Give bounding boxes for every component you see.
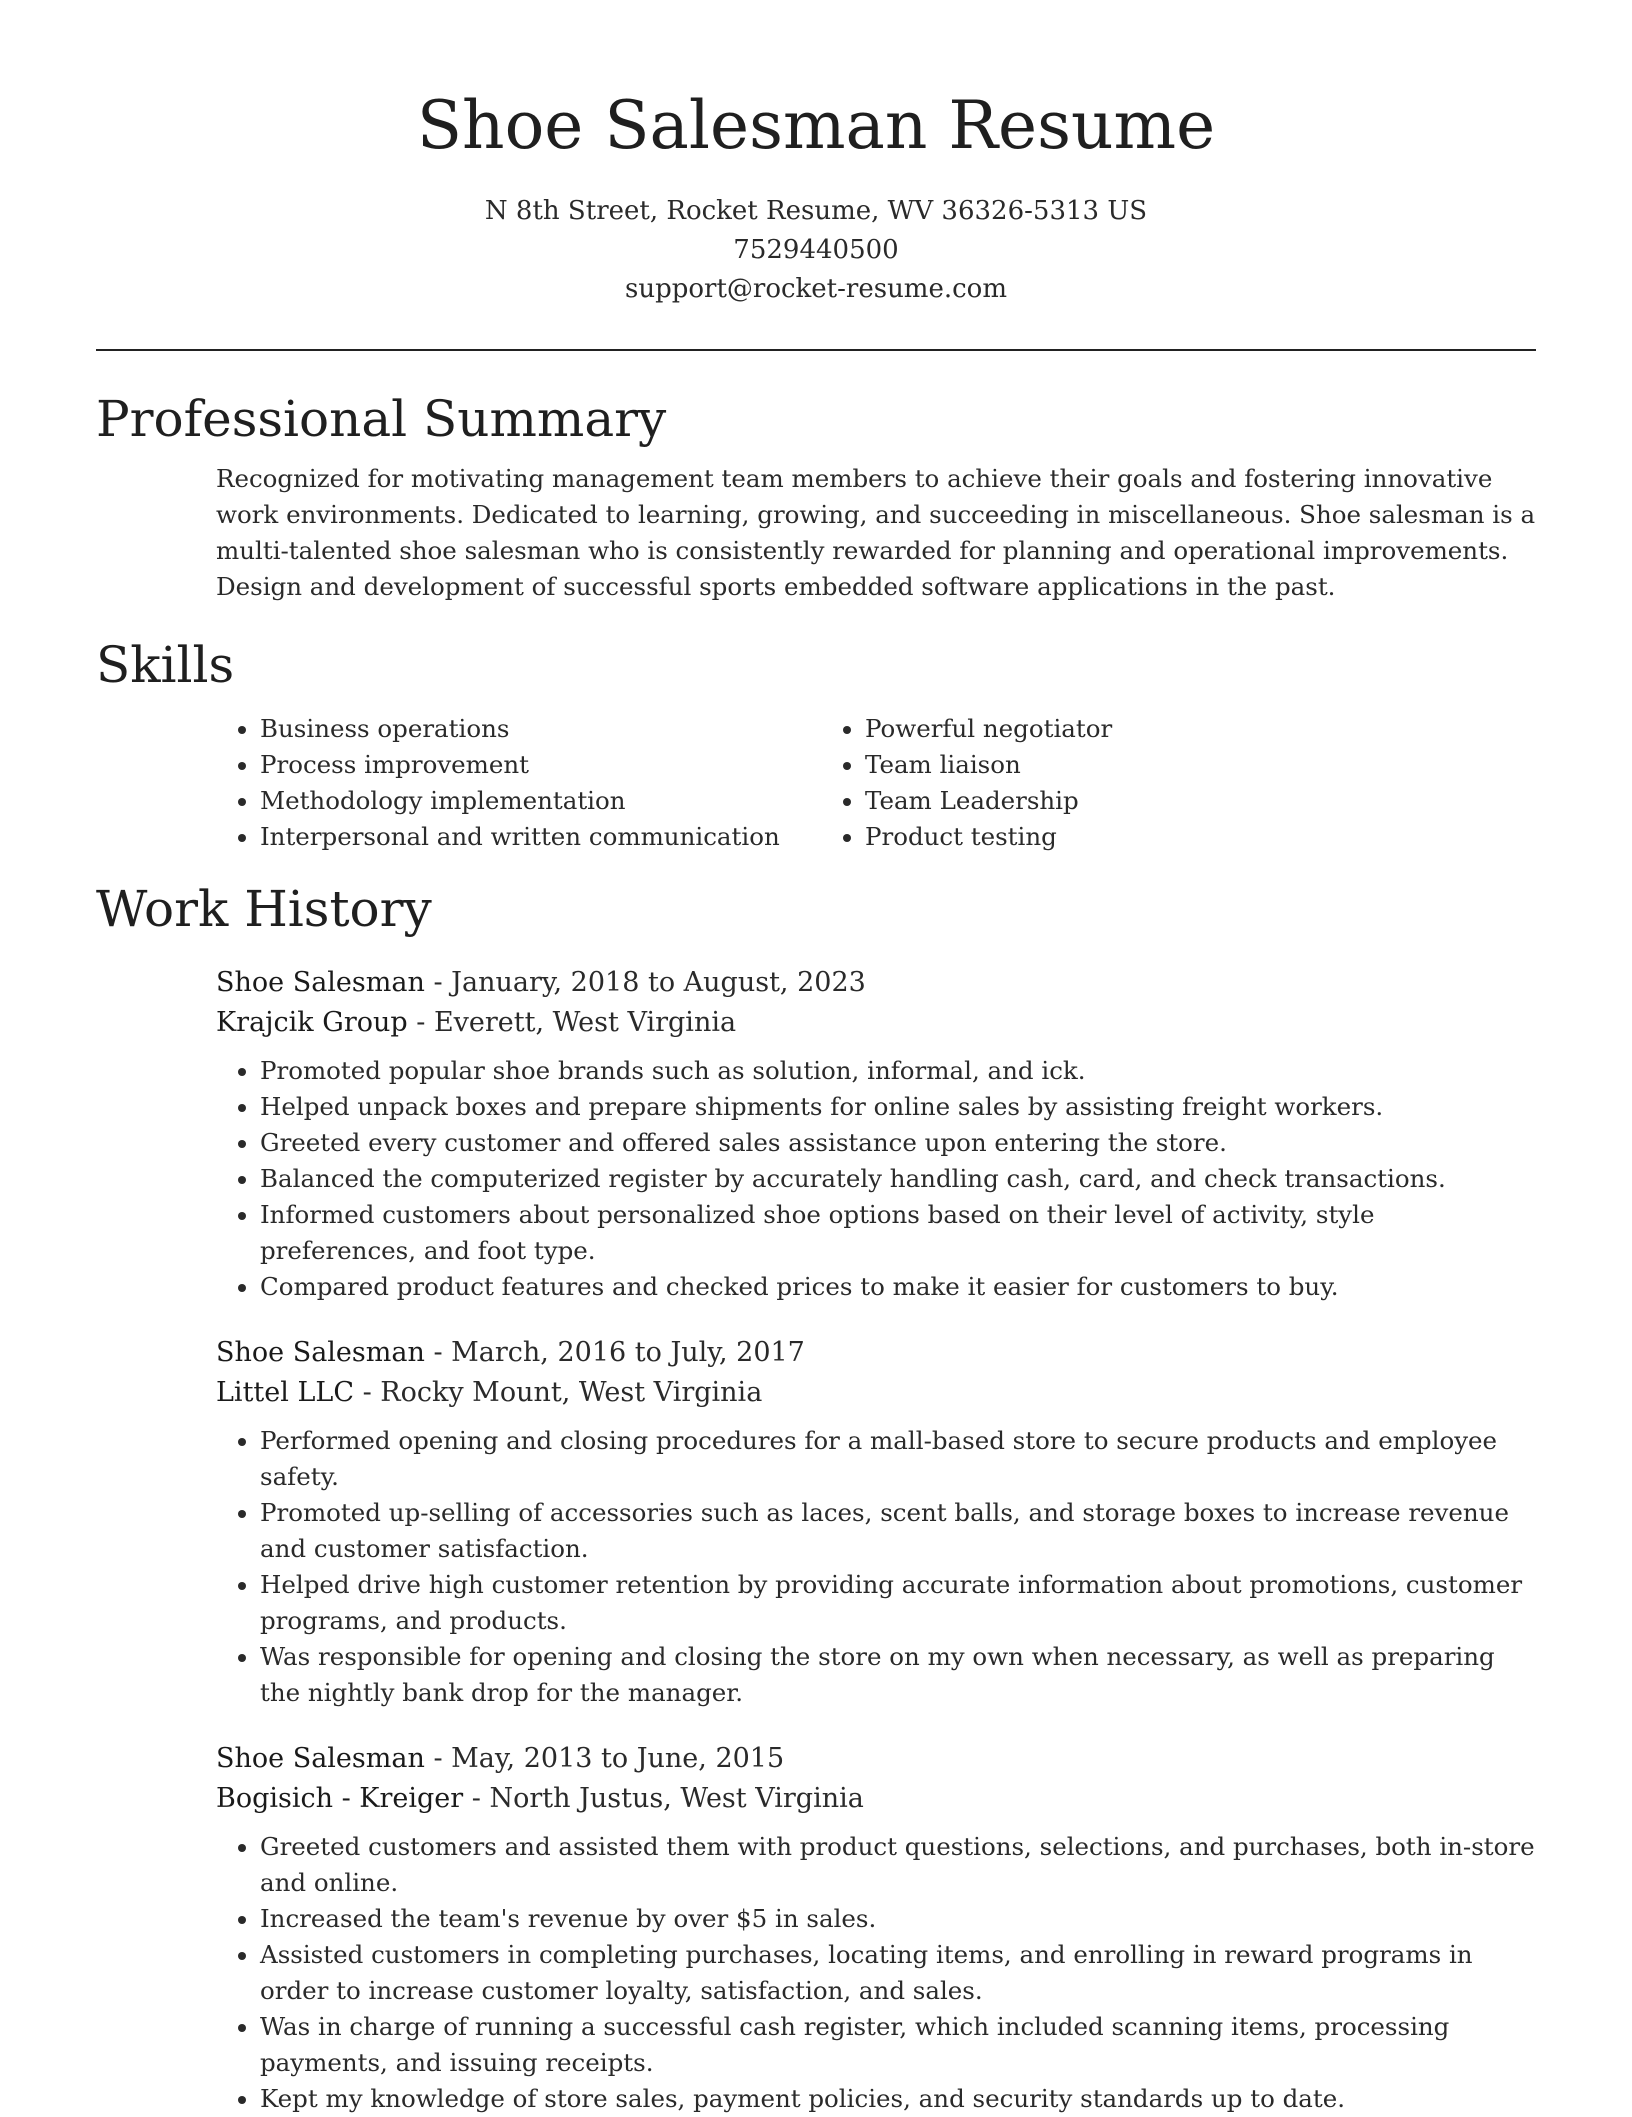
- job-bullet: • Promoted popular shoe brands such as solution, informal, and ick.: [260, 1053, 1536, 1089]
- job-bullet: • Helped unpack boxes and prepare shipments for online sales by assisting freight workers.: [260, 1089, 1536, 1125]
- skills-column-2: [821, 711, 1112, 855]
- job-location: - North Justus, West Virginia: [463, 1783, 864, 1814]
- job-bullet: • Promoted up-selling of accessories such as laces, scent balls, and storage boxes to increase revenue and customer satisfaction.: [260, 1495, 1536, 1567]
- job-bullet: • Greeted every customer and offered sales assistance upon entering the store.: [260, 1125, 1536, 1161]
- job-dates: - May, 2013 to June, 2015: [424, 1743, 785, 1774]
- job-role: Shoe Salesman: [216, 1337, 425, 1368]
- job-bullet: • Increased the team's revenue by over $5 in sales.: [260, 1901, 1536, 1937]
- job-bullets: [216, 1829, 1536, 2117]
- job-bullet: • Helped drive high customer retention by providing accurate information about promotions, customer programs, and products.: [260, 1567, 1536, 1639]
- job-entry: [216, 1333, 1536, 1711]
- job-dates: - March, 2016 to July, 2017: [424, 1337, 805, 1368]
- skills-heading: Skills: [96, 636, 235, 694]
- job-company: Krajcik Group: [216, 1007, 408, 1038]
- job-bullet: • Was in charge of running a successful cash register, which included scanning items, processing payments, and issuing receipts.: [260, 2009, 1536, 2081]
- resume-header: [96, 0, 1536, 309]
- job-bullet: • Kept my knowledge of store sales, payment policies, and security standards up to date.: [260, 2081, 1536, 2117]
- job-location: - Rocky Mount, West Virginia: [353, 1377, 763, 1408]
- page-title: Shoe Salesman Resume: [416, 87, 1216, 164]
- skill-item: • Team Leadership: [865, 783, 1112, 819]
- job-company: Bogisich - Kreiger: [216, 1783, 464, 1814]
- address-text: N 8th Street, Rocket Resume, WV 36326-5313 US: [484, 196, 1148, 226]
- email-text: support@rocket-resume.com: [624, 274, 1007, 304]
- job-bullet: • Was responsible for opening and closing the store on my own when necessary, as well as preparing the nightly bank drop for the manager.: [260, 1639, 1536, 1711]
- job-dates: - January, 2018 to August, 2023: [424, 967, 866, 998]
- skill-item: • Process improvement: [260, 747, 821, 783]
- job-title-line: [216, 963, 1536, 1003]
- skill-item: • Powerful negotiator: [865, 711, 1112, 747]
- job-bullet: • Assisted customers in completing purchases, locating items, and enrolling in reward programs in order to increase customer loyalty, satisfaction, and sales.: [260, 1937, 1536, 2009]
- job-company-line: [216, 1003, 1536, 1043]
- job-title-line: [216, 1739, 1536, 1779]
- job-bullet: • Informed customers about personalized shoe options based on their level of activity, style preferences, and foot type.: [260, 1197, 1536, 1269]
- job-role: Shoe Salesman: [216, 967, 425, 998]
- job-company-line: [216, 1373, 1536, 1413]
- work-history-heading: Work History: [96, 880, 432, 938]
- job-bullet: • Balanced the computerized register by accurately handling cash, card, and check transactions.: [260, 1161, 1536, 1197]
- skills-column-1: [216, 711, 821, 855]
- summary-heading: Professional Summary: [96, 390, 667, 448]
- job-location: - Everett, West Virginia: [407, 1007, 737, 1038]
- summary-text: Recognized for motivating management team members to achieve their goals and fostering innovative work environments. Dedicated to learning, growing, and succeeding in miscellaneous. Shoe salesman is a multi-talented shoe salesman who is consistently rewarded for planning and operational improvements. Design and development of successful sports embedded software applications in the past.: [216, 464, 1536, 601]
- job-entry: [216, 963, 1536, 1305]
- job-company-line: [216, 1779, 1536, 1819]
- header-divider: [96, 349, 1536, 351]
- skill-item: • Methodology implementation: [260, 783, 821, 819]
- job-bullet: • Performed opening and closing procedures for a mall-based store to secure products and employee safety.: [260, 1423, 1536, 1495]
- job-entry: [216, 1739, 1536, 2117]
- job-bullet: • Greeted customers and assisted them with product questions, selections, and purchases, both in-store and online.: [260, 1829, 1536, 1901]
- job-bullets: [216, 1053, 1536, 1305]
- job-company: Littel LLC: [216, 1377, 354, 1408]
- skill-item: • Interpersonal and written communication: [260, 819, 821, 855]
- phone-text: 7529440500: [733, 235, 899, 265]
- skills-list: [216, 711, 1536, 855]
- skill-item: • Team liaison: [865, 747, 1112, 783]
- job-title-line: [216, 1333, 1536, 1373]
- job-role: Shoe Salesman: [216, 1743, 425, 1774]
- job-bullets: [216, 1423, 1536, 1711]
- job-bullet: • Compared product features and checked prices to make it easier for customers to buy.: [260, 1269, 1536, 1305]
- skill-item: • Product testing: [865, 819, 1112, 855]
- contact-info: [96, 192, 1536, 309]
- skill-item: • Business operations: [260, 711, 821, 747]
